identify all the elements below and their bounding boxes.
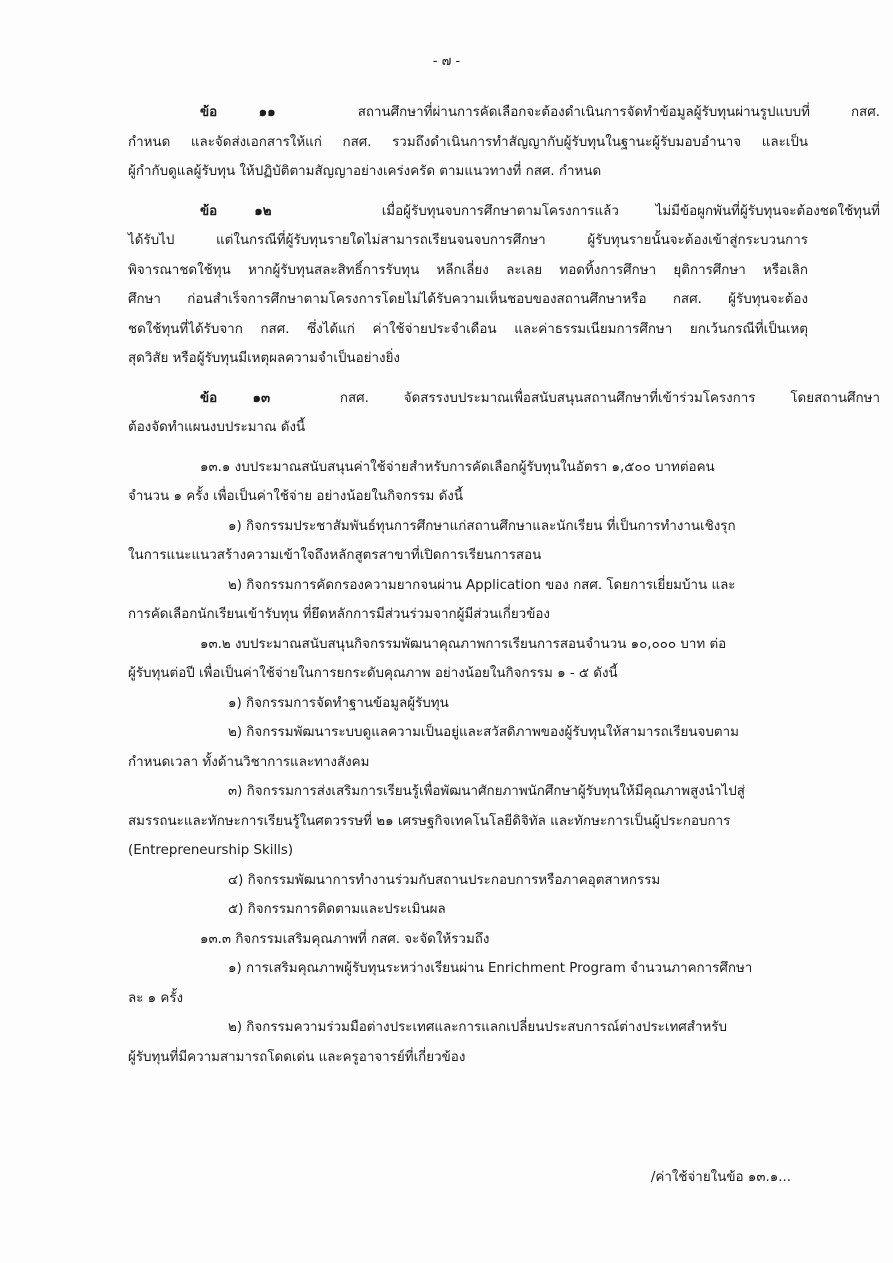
clause-12-line-1: ข้อ ๑๒ เมื่อผู้รับทุนจบการศึกษาตามโครงการแล้ว ไม่มีข้อผูกพันที่ผู้รับทุนจะต้องชดใช้ทุนที่ xyxy=(200,203,880,219)
clause-12-label: ข้อ ๑๒ xyxy=(200,203,272,219)
section-13-2-item-2-line-2: กำหนดเวลา ทั้งด้านวิชาการและทางสังคม xyxy=(128,754,370,770)
section-13-3-item-1-line-2: ละ ๑ ครั้ง xyxy=(128,990,184,1006)
section-13-3 xyxy=(128,925,808,1073)
section-13-1-item-2-line-1: ๒) กิจกรรมการคัดกรองความยากจนผ่าน Application ของ กสศ. โดยการเยี่ยมบ้าน และ xyxy=(228,577,736,593)
section-13-3-line-1: ๑๓.๓ กิจกรรมเสริมคุณภาพที่ กสศ. จะจัดให้รวมถึง xyxy=(200,931,490,947)
section-13-1-line-2: จำนวน ๑ ครั้ง เพื่อเป็นค่าใช้จ่าย อย่างน้อยในกิจกรรม ดังนี้ xyxy=(128,489,463,504)
section-13-2-line-1: ๑๓.๒ งบประมาณสนับสนุนกิจกรรมพัฒนาคุณภาพการเรียนการสอนจำนวน ๑๐,๐๐๐ บาท ต่อ xyxy=(200,636,727,652)
clause-12-line-2: ได้รับไป แต่ในกรณีที่ผู้รับทุนรายใดไม่สามารถเรียนจนจบการศึกษา ผู้รับทุนรายนั้นจะต้องเข้าสู่กระบวนการ xyxy=(128,233,808,248)
clause-13-line-2: ต้องจัดทำแผนงบประมาณ ดังนี้ xyxy=(128,420,306,435)
section-13-2-line-2: ผู้รับทุนต่อปี เพื่อเป็นค่าใช้จ่ายในการยกระดับคุณภาพ อย่างน้อยในกิจกรรม ๑ - ๕ ดังนี้ xyxy=(128,666,618,681)
clause-12 xyxy=(128,197,880,374)
section-13-2-item-1: ๑) กิจกรรมการจัดทำฐานข้อมูลผู้รับทุน xyxy=(228,695,449,711)
section-13-2-item-5: ๕) กิจกรรมการติดตามและประเมินผล xyxy=(228,902,446,917)
section-13-3-item-2-line-1: ๒) กิจกรรมความร่วมมือต่างประเทศและการแลกเปลี่ยนประสบการณ์ต่างประเทศสำหรับ xyxy=(228,1020,727,1035)
clause-11-line-1: ข้อ ๑๑ สถานศึกษาที่ผ่านการคัดเลือกจะต้องดำเนินการจัดทำข้อมูลผู้รับทุนผ่านรูปแบบที่ กสศ. xyxy=(200,105,880,120)
section-13-2-item-4: ๔) กิจกรรมพัฒนาการทำงานร่วมกับสถานประกอบการหรือภาคอุตสาหกรรม xyxy=(228,872,661,888)
section-13-1-item-1-line-2: ในการแนะแนวสร้างความเข้าใจถึงหลักสูตรสาขาที่เปิดการเรียนการสอน xyxy=(128,548,542,563)
clause-13 xyxy=(128,384,881,443)
section-13-1-line-1: ๑๓.๑ งบประมาณสนับสนุนค่าใช้จ่ายสำหรับการคัดเลือกผู้รับทุนในอัตรา ๑,๕๐๐ บาทต่อคน xyxy=(200,459,715,475)
section-13-2-item-3-line-2: สมรรถนะและทักษะการเรียนรู้ในศตวรรษที่ ๒๑ เศรษฐกิจเทคโนโลยีดิจิทัล และทักษะการเป็นผู้ประกอบการ xyxy=(128,813,731,829)
clause-11 xyxy=(128,98,880,187)
section-13-3-item-2-line-2: ผู้รับทุนที่มีความสามารถโดดเด่น และครูอาจารย์ที่เกี่ยวข้อง xyxy=(128,1049,466,1065)
clause-13-label: ข้อ ๑๓ xyxy=(200,390,271,406)
document-body xyxy=(128,98,881,1072)
continuation-note: /ค่าใช้จ่ายในข้อ ๑๓.๑... xyxy=(650,1170,791,1185)
clause-11-line-2: กำหนด และจัดส่งเอกสารให้แก่ กสศ. รวมถึงดำเนินการทำสัญญากับผู้รับทุนในฐานะผู้รับมอบอำนาจ และเป็น xyxy=(128,134,808,150)
clause-12-line-5: ชดใช้ทุนที่ได้รับจาก กสศ. ซึ่งได้แก่ ค่าใช้จ่ายประจำเดือน และค่าธรรมเนียมการศึกษา ยกเว้นกรณีที่เป็นเหตุ xyxy=(128,321,808,337)
clause-12-line-3: พิจารณาชดใช้ทุน หากผู้รับทุนสละสิทธิ์การรับทุน หลีกเลี่ยง ละเลย ทอดทิ้งการศึกษา ยุติการศึกษา หรือเลิก xyxy=(128,262,808,278)
clause-11-label: ข้อ ๑๑ xyxy=(200,105,276,120)
section-13-2-item-2-line-1: ๒) กิจกรรมพัฒนาระบบดูแลความเป็นอยู่และสวัสดิภาพของผู้รับทุนให้สามารถเรียนจบตาม xyxy=(228,725,739,740)
section-13-2-item-3-line-3: (Entrepreneurship Skills) xyxy=(128,843,294,858)
section-13-2 xyxy=(128,630,808,925)
clause-12-line-4: ศึกษา ก่อนสำเร็จการศึกษาตามโครงการโดยไม่ได้รับความเห็นชอบของสถานศึกษาหรือ กสศ. ผู้รับทุนจะต้อง xyxy=(128,292,808,307)
section-13-3-item-1-line-1: ๑) การเสริมคุณภาพผู้รับทุนระหว่างเรียนผ่าน Enrichment Program จำนวนภาคการศึกษา xyxy=(228,961,753,976)
clause-12-line-6: สุดวิสัย หรือผู้รับทุนมีเหตุผลความจำเป็นอย่างยิ่ง xyxy=(128,351,400,366)
section-13-1-item-1-line-1: ๑) กิจกรรมประชาสัมพันธ์ทุนการศึกษาแก่สถานศึกษาและนักเรียน ที่เป็นการทำงานเชิงรุก xyxy=(228,518,736,534)
section-13-1-item-2-line-2: การคัดเลือกนักเรียนเข้ารับทุน ที่ยึดหลักการมีส่วนร่วมจากผู้มีส่วนเกี่ยวข้อง xyxy=(128,607,550,622)
section-13-1 xyxy=(128,453,808,630)
clause-11-line-3: ผู้กำกับดูแลผู้รับทุน ให้ปฏิบัติตามสัญญาอย่างเคร่งครัด ตามแนวทางที่ กสศ. กำหนด xyxy=(128,164,602,179)
clause-13-line-1: ข้อ ๑๓ กสศ. จัดสรรงบประมาณเพื่อสนับสนุนสถานศึกษาที่เข้าร่วมโครงการ โดยสถานศึกษา xyxy=(200,390,881,406)
section-13-2-item-3-line-1: ๓) กิจกรรมการส่งเสริมการเรียนรู้เพื่อพัฒนาศักยภาพนักศึกษาผู้รับทุนให้มีคุณภาพสูงนำไปสู่ xyxy=(228,784,745,799)
page-number: - ๗ - xyxy=(432,54,461,69)
